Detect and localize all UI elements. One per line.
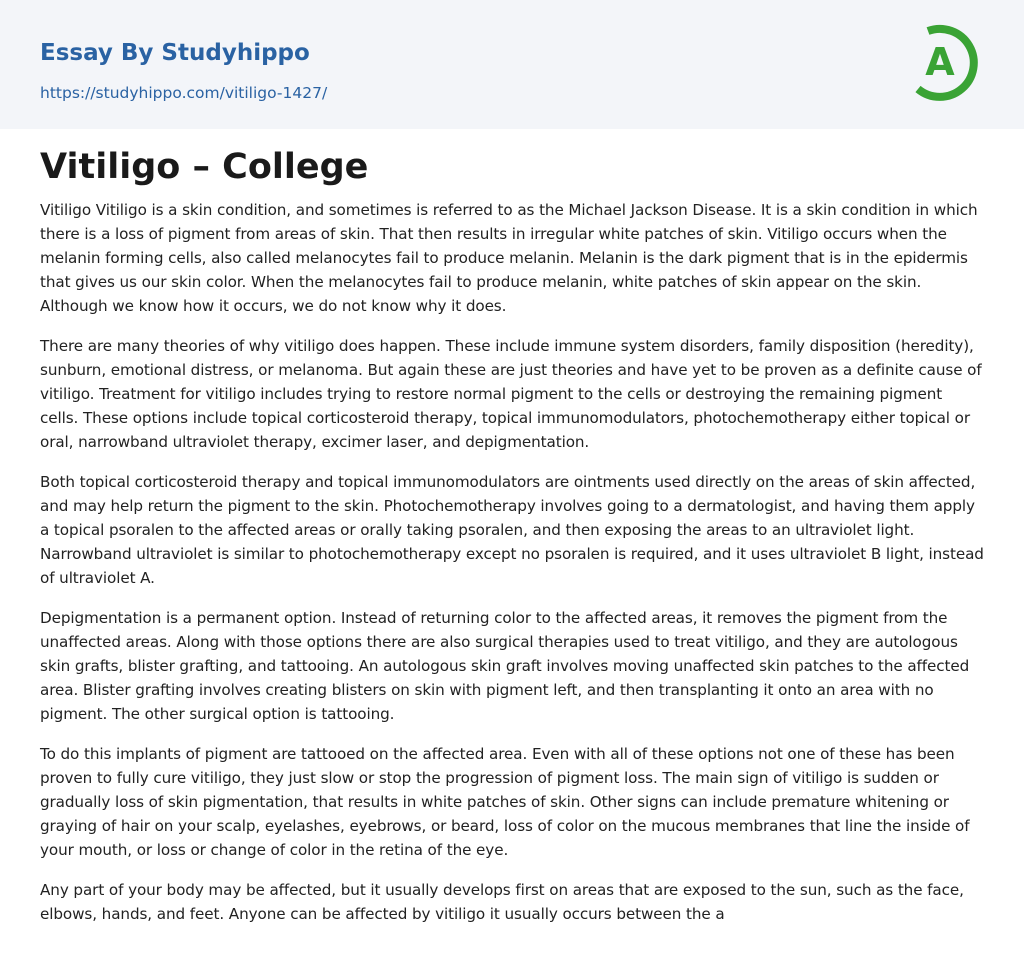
- site-header: [0, 0, 1024, 129]
- studyhippo-logo-icon[interactable]: [912, 19, 986, 105]
- essay-paragraph-5: To do this implants of pigment are tattooed on the affected area. Even with all of these options not one of these has been proven to fully cure vitiligo, they just slow or stop the progression of pigment loss. The main sign of vitiligo is sudden or gradually loss of skin pigmentation, that results in white patches of skin. Other signs can include premature whitening or graying of hair on your scalp, eyelashes, eyebrows, or beard, loss of color on the mucous membranes that line the inside of your mouth, or loss or change of color in the retina of the eye.: [40, 745, 970, 859]
- essay-paragraph-2: There are many theories of why vitiligo does happen. These include immune system disorders, family disposition (heredity), sunburn, emotional distress, or melanoma. But again these are just theories and have yet to be proven as a definite cause of vitiligo. Treatment for vitiligo includes trying to restore normal pigment to the cells or destroying the remaining pigment cells. These options include topical corticosteroid therapy, topical immunomodulators, photochemotherapy either topical or oral, narrowband ultraviolet therapy, excimer laser, and depigmentation.: [40, 337, 982, 451]
- essay-paragraph-3: Both topical corticosteroid therapy and topical immunomodulators are ointments used directly on the areas of skin affected, and may help return the pigment to the skin. Photochemotherapy involves going to a dermatologist, and having them apply a topical psoralen to the affected areas or orally taking psoralen, and then exposing the areas to an ultraviolet light. Narrowband ultraviolet is similar to photochemotherapy except no psoralen is required, and it uses ultraviolet B light, instead of ultraviolet A.: [40, 473, 984, 587]
- essay-paragraph-1: Vitiligo Vitiligo is a skin condition, and sometimes is referred to as the Michael Jackson Disease. It is a skin condition in which there is a loss of pigment from areas of skin. That then results in irregular white patches of skin. Vitiligo occurs when the melanin forming cells, also called melanocytes fail to produce melanin. Melanin is the dark pigment that is in the epidermis that gives us our skin color. When the melanocytes fail to produce melanin, white patches of skin appear on the skin. Although we know how it occurs, we do not know why it does.: [40, 201, 978, 315]
- brand-title[interactable]: Essay By Studyhippo: [40, 40, 310, 66]
- essay-content: [40, 142, 984, 942]
- essay-paragraph-4: Depigmentation is a permanent option. Instead of returning color to the affected areas, it removes the pigment from the unaffected areas. Along with those options there are also surgical therapies used to treat vitiligo, and they are autologous skin grafts, blister grafting, and tattooing. An autologous skin graft involves moving unaffected skin patches to the affected area. Blister grafting involves creating blisters on skin with pigment left, and then transplanting it onto an area with no pigment. The other surgical option is tattooing.: [40, 609, 970, 723]
- logo-letter: A: [925, 40, 955, 84]
- essay-title: Vitiligo – College: [40, 147, 369, 187]
- essay-url-link[interactable]: https://studyhippo.com/vitiligo-1427/: [40, 84, 328, 102]
- essay-paragraph-6: Any part of your body may be affected, but it usually develops first on areas that are exposed to the sun, such as the face, elbows, hands, and feet. Anyone can be affected by vitiligo it usually occurs between the a: [40, 881, 964, 923]
